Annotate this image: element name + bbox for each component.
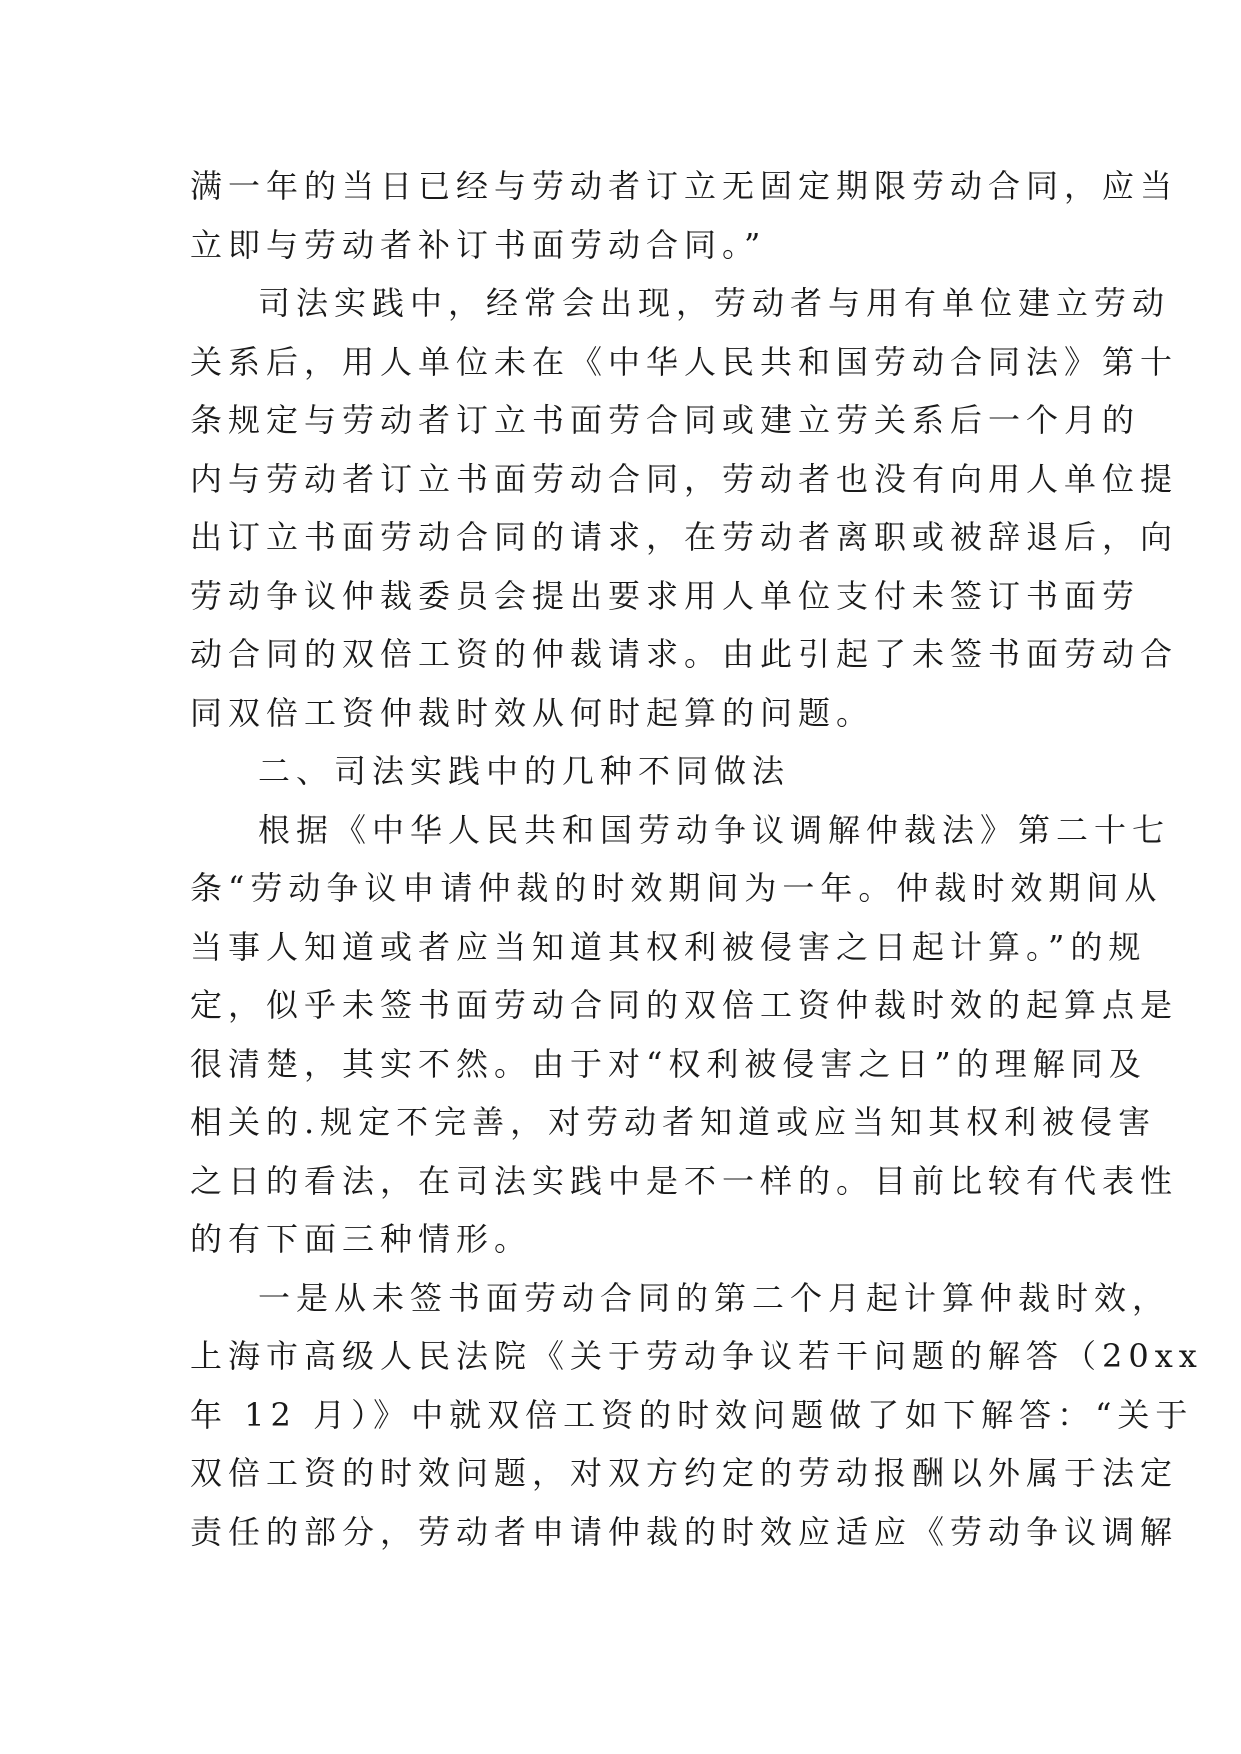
document-body [190,157,1203,1561]
text-line: 同双倍工资仲裁时效从何时起算的问题。 [190,693,875,732]
text-line: 定，似乎未签书面劳动合同的双倍工资仲裁时效的起算点是 [190,986,1179,1024]
text-line: 满一年的当日已经与劳动者订立无固定期限劳动合同，应当 [190,167,1179,205]
text-line: 当事人知道或者应当知道其权利被侵害之日起计算。”的规 [190,927,1147,966]
text-line: 很清楚，其实不然。由于对“权利被侵害之日”的理解同及 [190,1044,1147,1083]
paragraph-start-line: 司法实践中，经常会出现，劳动者与用有单位建立劳动 [258,284,1171,322]
text-line: 年 12 月）》中就双倍工资的时效问题做了如下解答：“关于 [190,1395,1194,1434]
section-heading: 二、司法实践中的几种不同做法 [258,752,791,790]
text-line: 立即与劳动者补订书面劳动合同。” [190,225,767,264]
text-line: 劳动争议仲裁委员会提出要求用人单位支付未签订书面劳 [190,576,1141,615]
text-line: 责任的部分，劳动者申请仲裁的时效应适应《劳动争议调解 [190,1512,1179,1551]
paragraph-start-line: 一是从未签书面劳动合同的第二个月起计算仲裁时效， [258,1278,1171,1317]
text-line: 相关的.规定不完善，对劳动者知道或应当知其权利被侵害 [190,1103,1157,1141]
text-line: 出订立书面劳动合同的请求，在劳动者离职或被辞退后，向 [190,518,1179,556]
text-line: 动合同的双倍工资的仲裁请求。由此引起了未签书面劳动合 [190,635,1179,673]
text-line: 内与劳动者订立书面劳动合同，劳动者也没有向用人单位提 [190,459,1179,498]
text-line: 条规定与劳动者订立书面劳合同或建立劳关系后一个月的 [190,401,1141,439]
text-line: 关系后，用人单位未在《中华人民共和国劳动合同法》第十 [190,342,1179,381]
text-line: 双倍工资的时效问题，对双方约定的劳动报酬以外属于法定 [190,1454,1179,1492]
text-line: 的有下面三种情形。 [190,1220,533,1258]
text-line: 之日的看法，在司法实践中是不一样的。目前比较有代表性 [190,1161,1179,1200]
paragraph-start-line: 根据《中华人民共和国劳动争议调解仲裁法》第二十七 [258,810,1171,849]
text-line: 上海市高级人民法院《关于劳动争议若干问题的解答（20xx [190,1337,1203,1375]
text-line: 条“劳动争议申请仲裁的时效期间为一年。仲裁时效期间从 [190,869,1163,907]
